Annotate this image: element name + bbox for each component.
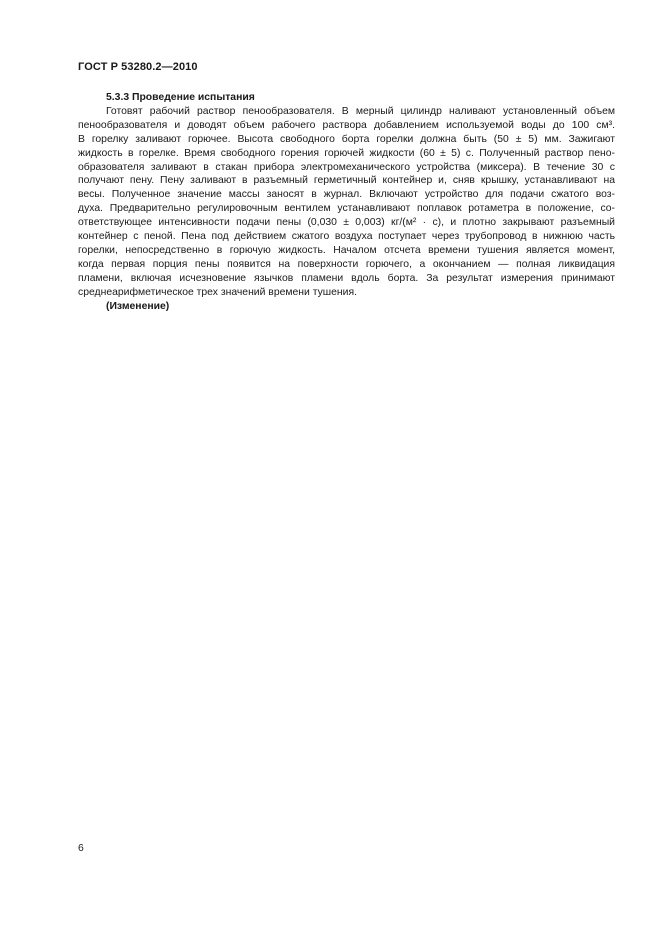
- paragraph-line: горелки, непосредственно в горючую жидкость. Началом отсчета времени тушения является момент,: [78, 244, 615, 256]
- paragraph-line: пенообразователя и доводят объем рабочего раствора добавлением используемой воды до 100 см³.: [78, 119, 615, 131]
- paragraph-line: В горелку заливают горючее. Высота свободного борта горелки должна быть (50 ± 5) мм. Зажигают: [78, 133, 615, 145]
- section-title: 5.3.3 Проведение испытания: [106, 92, 255, 103]
- section-body: [78, 91, 615, 314]
- paragraph-line: весы. Полученное значение массы заносят в журнал. Включают устройство для подачи сжатого воз-: [78, 189, 615, 201]
- page-number: 6: [78, 843, 84, 854]
- document-code-header: ГОСТ Р 53280.2—2010: [78, 61, 198, 73]
- change-note: (Изменение): [106, 300, 170, 312]
- paragraph-line: жидкость в горелке. Время свободного горения горючей жидкости (60 ± 5) с. Полученный раствор пено-: [78, 147, 615, 159]
- paragraph-line: ответствующее интенсивности подачи пены (0,030 ± 0,003) кг/(м² · с), и плотно закрывают разъемный: [78, 217, 615, 229]
- paragraph-line: Готовят рабочий раствор пенообразователя. В мерный цилиндр наливают установленный объем: [106, 105, 615, 117]
- paragraph-line: пламени, включая исчезновение язычков пламени вдоль борта. За результат измерения принимают: [78, 272, 615, 284]
- paragraph-line: образователя заливают в стакан прибора электромеханического устройства (миксера). В течение 30 с: [78, 161, 615, 173]
- paragraph-line: среднеарифметическое трех значений времени тушения.: [78, 286, 357, 298]
- paragraph-line: получают пену. Пену заливают в разъемный герметичный контейнер и, сняв крышку, устанавливают на: [78, 175, 615, 187]
- paragraph-line: контейнер с пеной. Пена под действием сжатого воздуха поступает через трубопровод в нижнюю часть: [78, 231, 615, 243]
- paragraph-line: когда первая порция пены появится на поверхности горючего, а окончанием — полная ликвидация: [78, 258, 615, 270]
- paragraph-line: духа. Предварительно регулировочным вентилем устанавливают поплавок ротаметра в положение, со-: [78, 203, 615, 215]
